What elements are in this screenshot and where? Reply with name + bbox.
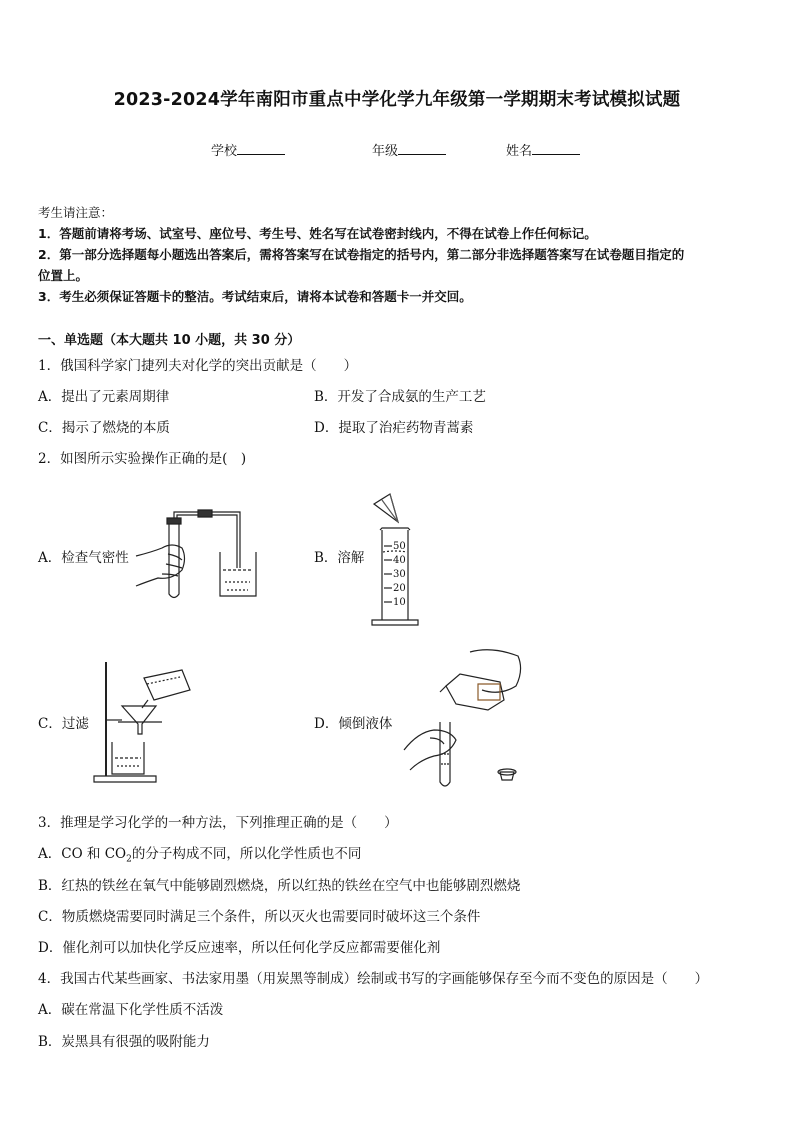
cylinder-mark: 10 bbox=[393, 597, 406, 608]
q2-option-b: B．溶解 bbox=[314, 550, 365, 566]
q1-stem: 1．俄国科学家门捷列夫对化学的突出贡献是（ ） bbox=[38, 358, 358, 374]
q4-option-b: B．炭黑具有很强的吸附能力 bbox=[38, 1034, 210, 1050]
grade-field bbox=[372, 140, 446, 159]
name-blank bbox=[532, 142, 580, 155]
q1-option-c: C．揭示了燃烧的本质 bbox=[38, 420, 170, 436]
q3-option-a-pre: A．CO 和 CO bbox=[38, 846, 127, 862]
cylinder-mark: 40 bbox=[393, 555, 406, 566]
cylinder-mark: 30 bbox=[393, 569, 406, 580]
airtightness-check-figure bbox=[132, 508, 262, 603]
q3-stem: 3．推理是学习化学的一种方法，下列推理正确的是（ ） bbox=[38, 815, 398, 831]
q2-option-a: A．检查气密性 bbox=[38, 550, 129, 566]
cylinder-mark: 50 bbox=[393, 541, 406, 552]
q3-option-a-sub: 2 bbox=[126, 854, 132, 865]
q4-option-a: A．碳在常温下化学性质不活泼 bbox=[38, 1002, 224, 1018]
notice-item-3: 3．考生必须保证答题卡的整洁。考试结束后，请将本试卷和答题卡一并交回。 bbox=[38, 289, 472, 304]
school-label: 学校 bbox=[211, 144, 238, 159]
school-blank bbox=[237, 142, 285, 155]
q2-option-c: C．过滤 bbox=[38, 716, 89, 732]
q3-option-a bbox=[38, 842, 361, 865]
grade-label: 年级 bbox=[372, 144, 399, 159]
notice-heading: 考生请注意： bbox=[38, 205, 114, 220]
q3-option-c: C．物质燃烧需要同时满足三个条件，所以灭火也需要同时破坏这三个条件 bbox=[38, 909, 481, 925]
q2-stem: 2．如图所示实验操作正确的是( ) bbox=[38, 451, 247, 467]
q1-option-b: B．开发了合成氨的生产工艺 bbox=[314, 389, 486, 405]
q4-stem: 4．我国古代某些画家、书法家用墨（用炭黑等制成）绘制或书写的字画能够保存至今而不变色的原因是（ ） bbox=[38, 971, 709, 987]
name-label: 姓名 bbox=[506, 144, 533, 159]
notice-item-1: 1．答题前请将考场、试室号、座位号、考生号、姓名写在试卷密封线内，不得在试卷上作任何标记。 bbox=[38, 226, 597, 241]
grade-blank bbox=[398, 142, 446, 155]
name-field bbox=[506, 140, 580, 159]
q1-option-a: A．提出了元素周期律 bbox=[38, 389, 170, 405]
cylinder-scale bbox=[393, 540, 406, 610]
notice-item-2-cont: 位置上。 bbox=[38, 268, 89, 283]
q3-option-a-post: 的分子构成不同，所以化学性质也不同 bbox=[131, 846, 362, 862]
pouring-liquid-figure bbox=[400, 646, 530, 794]
filtration-figure bbox=[92, 660, 202, 785]
notice-item-2: 2．第一部分选择题每小题选出答案后，需将答案写在试卷指定的括号内，第二部分非选择题答案写在试卷题目指定的 bbox=[38, 247, 685, 262]
page-title: 2023-2024学年南阳市重点中学化学九年级第一学期期末考试模拟试题 bbox=[113, 90, 681, 110]
q3-option-d: D．催化剂可以加快化学反应速率，所以任何化学反应都需要催化剂 bbox=[38, 940, 441, 956]
section-heading: 一、单选题（本大题共 10 小题，共 30 分） bbox=[38, 333, 301, 348]
q1-option-d: D．提取了治疟药物青蒿素 bbox=[314, 420, 474, 436]
q2-option-d: D．倾倒液体 bbox=[314, 716, 393, 732]
cylinder-mark: 20 bbox=[393, 583, 406, 594]
q3-option-b: B．红热的铁丝在氧气中能够剧烈燃烧，所以红热的铁丝在空气中也能够剧烈燃烧 bbox=[38, 878, 521, 894]
school-field bbox=[211, 140, 285, 159]
